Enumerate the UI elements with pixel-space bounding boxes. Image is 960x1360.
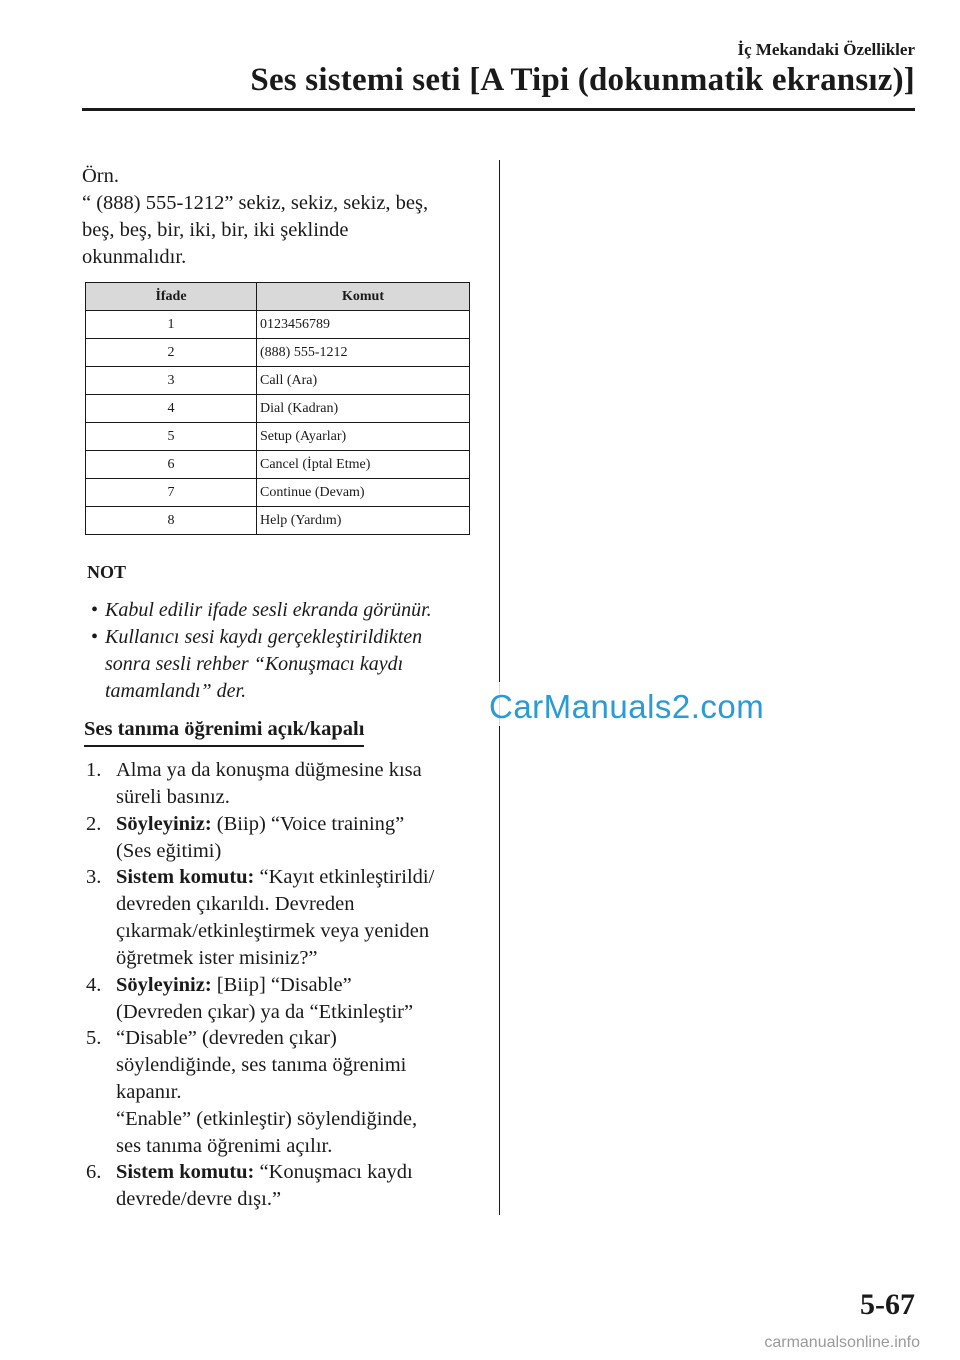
step-text: “Konuşmacı kaydı xyxy=(254,1161,413,1183)
section-subheading: Ses tanıma öğrenimi açık/kapalı xyxy=(84,718,364,747)
step-text: çıkarmak/etkinleştirmek veya yeniden xyxy=(116,920,430,942)
footer-watermark: carmanualsonline.info xyxy=(764,1334,920,1351)
step-text: (Devreden çıkar) ya da “Etkinleştir” xyxy=(116,1001,414,1023)
step-number: 2. xyxy=(86,813,102,835)
step-text: “Kayıt etkinleştirildi/ xyxy=(254,866,435,888)
step-text: ses tanıma öğrenimi açılır. xyxy=(116,1135,333,1157)
note-item xyxy=(91,624,485,705)
step-text: [Biip] “Disable” xyxy=(211,974,352,996)
table-cell-phrase: 7 xyxy=(86,479,257,507)
step-label: Sistem komutu: xyxy=(116,1161,255,1183)
table-cell-phrase: 2 xyxy=(86,339,257,367)
intro-paragraph xyxy=(82,163,477,271)
table-cell-command: Cancel (İptal Etme) xyxy=(257,451,470,479)
bullet-icon: • xyxy=(91,599,99,621)
column-header-phrase: İfade xyxy=(86,283,257,311)
step-item xyxy=(84,1159,484,1213)
step-text: devreden çıkarıldı. Devreden xyxy=(116,893,355,915)
step-item xyxy=(84,972,484,1026)
step-label: Sistem komutu: xyxy=(116,866,255,888)
step-item xyxy=(84,757,484,811)
section-title: İç Mekandaki Özellikler xyxy=(737,40,915,59)
note-heading: NOT xyxy=(87,562,127,582)
table-cell-phrase: 8 xyxy=(86,507,257,535)
step-item xyxy=(84,864,484,972)
header-rule xyxy=(82,108,915,111)
intro-line: “ (888) 555-1212” sekiz, sekiz, sekiz, beş, xyxy=(82,192,429,214)
intro-line: okunmalıdır. xyxy=(82,246,187,268)
step-text: (Biip) “Voice training” xyxy=(211,813,405,835)
table-row xyxy=(86,479,470,507)
step-text: süreli basınız. xyxy=(116,786,230,808)
note-line: Kullanıcı sesi kaydı gerçekleştirildikten xyxy=(105,626,423,648)
table-cell-command: Continue (Devam) xyxy=(257,479,470,507)
table-cell-command: Help (Yardım) xyxy=(257,507,470,535)
table-row xyxy=(86,339,470,367)
step-text: söylendiğinde, ses tanıma öğrenimi xyxy=(116,1054,407,1076)
table-cell-command: Dial (Kadran) xyxy=(257,395,470,423)
watermark-logo: CarManuals2.com xyxy=(489,688,765,725)
note-line: sonra sesli rehber “Konuşmacı kaydı xyxy=(105,653,404,675)
table-row xyxy=(86,423,470,451)
table-row xyxy=(86,395,470,423)
table-cell-command: Setup (Ayarlar) xyxy=(257,423,470,451)
step-text: kapanır. xyxy=(116,1081,182,1103)
intro-line: Örn. xyxy=(82,165,120,187)
phrase-command-table xyxy=(85,282,470,535)
step-text: öğretmek ister misiniz?” xyxy=(116,947,318,969)
table-header-row xyxy=(86,283,470,311)
step-text: Alma ya da konuşma düğmesine kısa xyxy=(116,759,422,781)
table-cell-phrase: 6 xyxy=(86,451,257,479)
step-text: “Disable” (devreden çıkar) xyxy=(116,1027,337,1049)
chapter-title: Ses sistemi seti [A Tipi (dokunmatik ekransız)] xyxy=(250,62,915,98)
table-cell-phrase: 4 xyxy=(86,395,257,423)
note-line: Kabul edilir ifade sesli ekranda görünür. xyxy=(105,599,432,621)
table-cell-phrase: 1 xyxy=(86,311,257,339)
step-text: (Ses eğitimi) xyxy=(116,840,222,862)
note-item xyxy=(91,597,485,624)
table-row xyxy=(86,311,470,339)
step-number: 6. xyxy=(86,1161,102,1183)
page-number: 5-67 xyxy=(860,1288,915,1321)
column-header-command: Komut xyxy=(257,283,470,311)
step-item xyxy=(84,811,484,865)
step-label: Söyleyiniz: xyxy=(116,813,212,835)
step-number: 5. xyxy=(86,1027,102,1049)
table-cell-phrase: 3 xyxy=(86,367,257,395)
table-cell-command: Call (Ara) xyxy=(257,367,470,395)
note-line: tamamlandı” der. xyxy=(105,680,247,702)
table-row xyxy=(86,367,470,395)
step-number: 3. xyxy=(86,866,102,888)
step-text: devrede/devre dışı.” xyxy=(116,1188,282,1210)
step-number: 1. xyxy=(86,759,102,781)
table-row xyxy=(86,451,470,479)
bullet-icon: • xyxy=(91,626,99,648)
table-cell-command: (888) 555-1212 xyxy=(257,339,470,367)
table-row xyxy=(86,507,470,535)
table-cell-command: 0123456789 xyxy=(257,311,470,339)
intro-line: beş, beş, bir, iki, bir, iki şeklinde xyxy=(82,219,349,241)
table-cell-phrase: 5 xyxy=(86,423,257,451)
step-number: 4. xyxy=(86,974,102,996)
step-item xyxy=(84,1025,484,1160)
step-label: Söyleyiniz: xyxy=(116,974,212,996)
step-text: “Enable” (etkinleştir) söylendiğinde, xyxy=(116,1108,418,1130)
